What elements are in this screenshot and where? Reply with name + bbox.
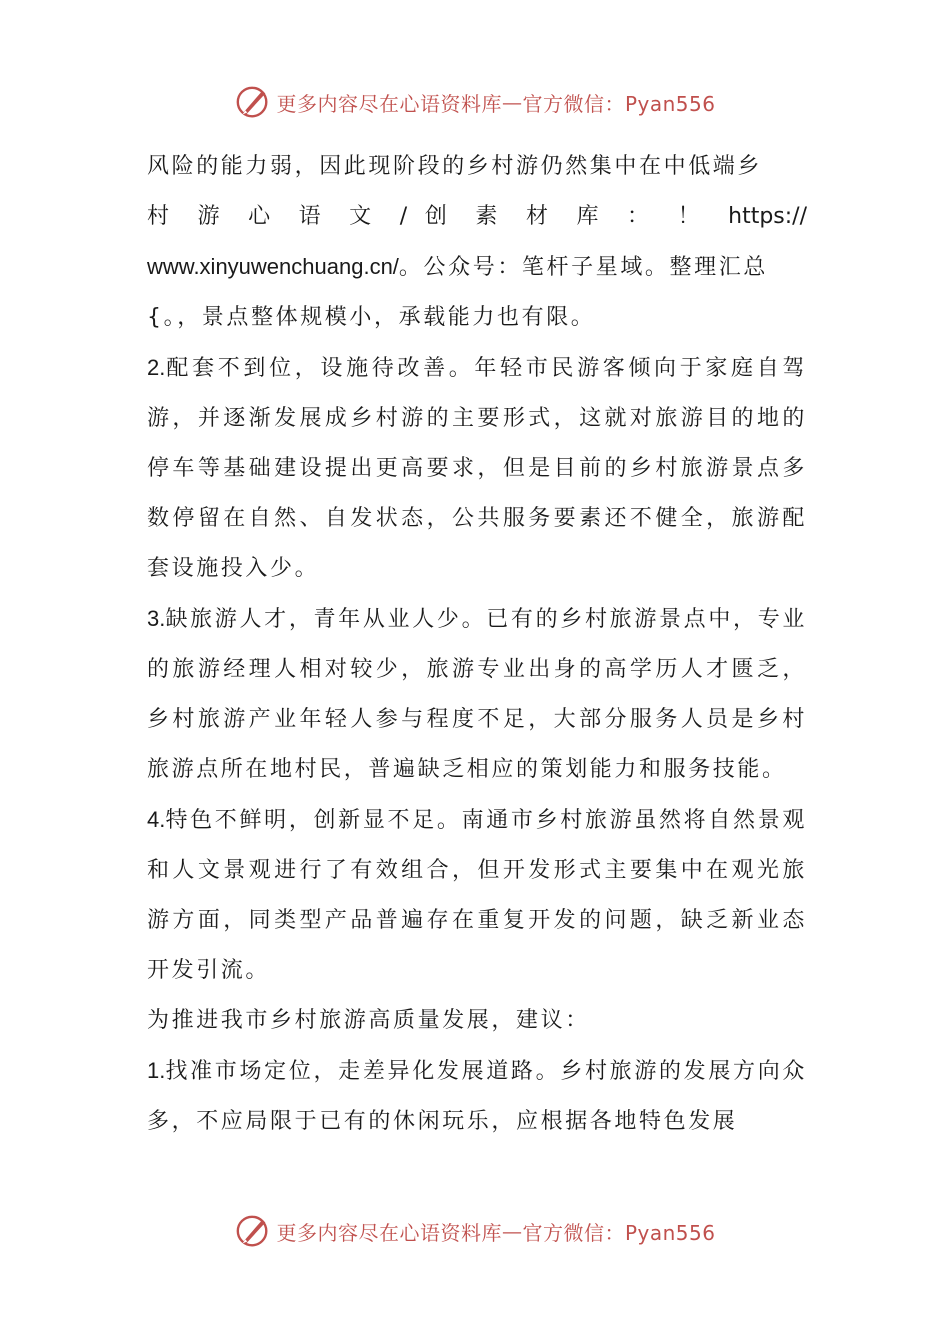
quill-pen-logo-icon <box>234 1212 272 1250</box>
quill-pen-logo-icon <box>234 83 272 121</box>
paragraph-item-4: 4.特色不鲜明，创新显不足。南通市乡村旅游虽然将自然景观和人文景观进行了有效组合，但开发形式主要集中在观光旅游方面，同类型产品普遍存在重复开发的问题，缺乏新业态开发引流。 <box>147 807 807 983</box>
paragraph-line: {。，景点整体规模小，承载能力也有限。 <box>147 305 596 330</box>
paragraph-item-2: 2.配套不到位，设施待改善。年轻市民游客倾向于家庭自驾游，并逐渐发展成乡村游的主要形式，这就对旅游目的地的停车等基础建设提出更高要求，但是目前的乡村旅游景点多数停留在自然、自发状态，公共服务要素还不健全，旅游配套设施投入少。 <box>147 355 807 581</box>
banner-wechat-text: 官方微信：Pyan556 <box>522 1220 716 1245</box>
paragraph-line: 村 游 心 语 文 / 创 素 材 库 ： ！ https:// <box>147 204 807 229</box>
paragraph-suggestion-1: 1.找准市场定位，走差异化发展道路。乡村旅游的发展方向众多，不应局限于已有的休闲玩乐，应根据各地特色发展 <box>147 1058 807 1134</box>
website-url[interactable]: www.xinyuwenchuang.cn/ <box>147 254 399 279</box>
paragraph-intro: 为推进我市乡村旅游高质量发展，建议： <box>147 1008 590 1033</box>
banner-wechat-text: 官方微信：Pyan556 <box>522 91 716 116</box>
banner-site-text: 更多内容尽在心语资料库 <box>276 91 502 116</box>
paragraph-line: www.xinyuwenchuang.cn/。公众号：笔杆子星域。整理汇总 <box>147 254 768 280</box>
document-body <box>147 142 807 1147</box>
paragraph-item-3: 3.缺旅游人才，青年从业人少。已有的乡村旅游景点中，专业的旅游经理人相对较少，旅游专业出身的高学历人才匮乏，乡村旅游产业年轻人参与程度不足，大部分服务人员是乡村旅游点所在地村民，普遍缺乏相应的策划能力和服务技能。 <box>147 606 807 782</box>
banner-dash: — <box>501 90 523 114</box>
footer-banner <box>0 1211 950 1251</box>
header-banner <box>0 82 950 122</box>
banner-site-text: 更多内容尽在心语资料库 <box>276 1220 502 1245</box>
paragraph-line: 风险的能力弱，因此现阶段的乡村游仍然集中在中低端乡 <box>147 154 763 179</box>
banner-dash: — <box>501 1219 523 1243</box>
